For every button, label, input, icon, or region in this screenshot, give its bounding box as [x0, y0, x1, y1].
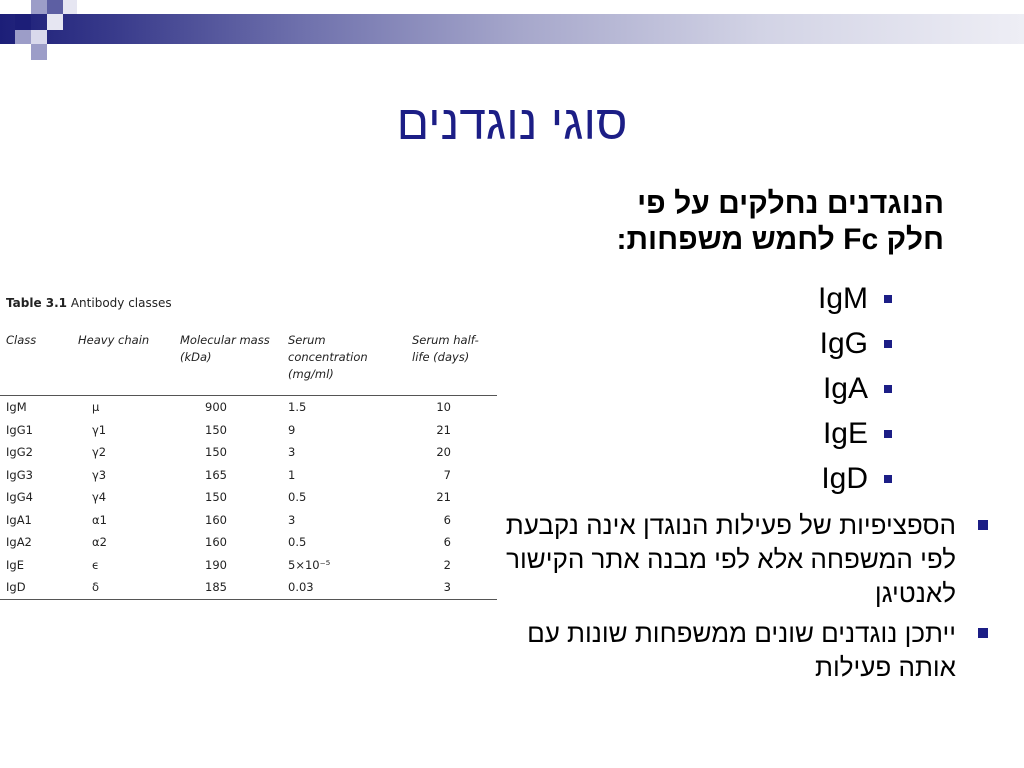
table-cell: IgG4 — [6, 490, 33, 505]
bullet-icon — [884, 430, 892, 438]
table-cell: 150 — [205, 445, 227, 460]
table-cell: 160 — [205, 512, 227, 527]
intro-text — [484, 186, 944, 258]
table-cell: IgG3 — [6, 467, 33, 482]
table-cell: 10 — [436, 400, 451, 415]
table-cell: 7 — [443, 467, 451, 482]
table-cell: 6 — [443, 512, 451, 527]
table-cell: γ4 — [92, 490, 107, 505]
column-header: Class — [0, 328, 72, 396]
table-cell: δ — [72, 576, 174, 599]
table-row — [0, 486, 497, 509]
antibody-classes-table — [0, 328, 497, 600]
bullet-icon — [978, 520, 988, 530]
family-label: IgG — [819, 327, 868, 360]
table-cell: 0.5 — [288, 490, 307, 505]
table-caption-label: Table 3.1 — [6, 296, 68, 310]
family-label: IgD — [821, 462, 868, 495]
header-square — [15, 14, 31, 30]
family-label: IgA — [822, 372, 868, 405]
table-cell: γ2 — [92, 445, 107, 460]
table-cell: 9 — [288, 422, 296, 437]
table-cell: 185 — [174, 576, 282, 599]
column-header: Serum concentration (mg/ml) — [282, 328, 406, 396]
table-cell: IgM — [6, 400, 27, 415]
table-cell: IgG1 — [6, 422, 33, 437]
table-cell: 20 — [436, 445, 451, 460]
bullet-icon — [884, 295, 892, 303]
intro-line: הנוגדנים נחלקים על פי — [637, 187, 944, 220]
table-row — [0, 531, 497, 554]
table-cell: γ1 — [92, 422, 107, 437]
column-header: Heavy chain — [72, 328, 174, 396]
column-header: Serum half-life (days) — [406, 328, 497, 396]
table-cell: 21 — [436, 422, 451, 437]
table-row — [0, 576, 497, 599]
table-cell: 1.5 — [288, 400, 307, 415]
table-cell: 3 — [288, 512, 296, 527]
header-square — [31, 44, 47, 60]
antibody-family-list — [818, 276, 892, 501]
table-cell: 5×10⁻⁵ — [288, 557, 331, 572]
table-cell: ϵ — [92, 557, 100, 572]
family-item — [818, 276, 892, 321]
bullet-point — [494, 508, 994, 610]
table-cell: IgA2 — [6, 535, 32, 550]
bullet-icon — [884, 475, 892, 483]
table-cell: 190 — [205, 557, 227, 572]
table-cell: α2 — [92, 535, 107, 550]
family-item — [818, 411, 892, 456]
antibody-table-figure — [0, 290, 500, 610]
table-row — [0, 509, 497, 532]
table-cell: 21 — [436, 490, 451, 505]
table-cell: IgA1 — [6, 512, 32, 527]
header-square — [47, 14, 63, 30]
table-cell: 150 — [205, 490, 227, 505]
family-item — [818, 456, 892, 501]
header-square — [31, 30, 47, 44]
bullet-icon — [884, 340, 892, 348]
table-row — [0, 464, 497, 487]
table-cell: 6 — [443, 535, 451, 550]
table-row — [0, 419, 497, 442]
table-cell: 2 — [443, 557, 451, 572]
family-item — [818, 321, 892, 366]
table-row — [0, 396, 497, 419]
family-item — [818, 366, 892, 411]
column-header: Molecular mass (kDa) — [174, 328, 282, 396]
table-cell: γ3 — [92, 467, 107, 482]
table-cell: 165 — [205, 467, 227, 482]
header-band — [0, 14, 1024, 44]
bullet-icon — [884, 385, 892, 393]
header-square — [0, 0, 15, 14]
table-row — [0, 554, 497, 577]
bullet-point — [494, 616, 994, 684]
bullet-points — [494, 508, 994, 690]
table-cell: 150 — [205, 422, 227, 437]
header-square — [63, 0, 77, 14]
table-cell: μ — [92, 400, 100, 415]
table-cell: IgE — [6, 557, 24, 572]
family-label: IgM — [817, 282, 868, 315]
table-row — [0, 441, 497, 464]
table-cell: 900 — [205, 400, 227, 415]
table-cell: 3 — [406, 576, 497, 599]
table-caption — [6, 296, 172, 310]
table-cell: 0.5 — [288, 535, 307, 550]
table-caption-text: Antibody classes — [70, 296, 172, 310]
table-cell: 1 — [288, 467, 296, 482]
bullet-text: הספציפיות של פעילות הנוגדן אינה נקבעת לפי המשפחה אלא לפי מבנה אתר הקישור לאנטיגן — [505, 510, 956, 608]
bullet-text: ייתכן נוגדנים שונים ממשפחות שונות עם אותה פעילות — [527, 618, 956, 682]
header-square — [31, 0, 47, 14]
table-cell: 0.03 — [282, 576, 406, 599]
intro-line: חלק Fc לחמש משפחות: — [616, 223, 944, 256]
table-body — [0, 396, 497, 600]
header-square — [15, 30, 31, 44]
table-cell: 3 — [288, 445, 296, 460]
header-square — [47, 0, 63, 14]
table-cell: α1 — [92, 512, 107, 527]
table-header-row — [0, 328, 497, 396]
slide-title: סוגי נוגדנים — [396, 97, 628, 150]
family-label: IgE — [822, 417, 868, 450]
table-cell: IgD — [0, 576, 72, 599]
table-cell: 160 — [205, 535, 227, 550]
bullet-icon — [978, 628, 988, 638]
table-cell: IgG2 — [6, 445, 33, 460]
